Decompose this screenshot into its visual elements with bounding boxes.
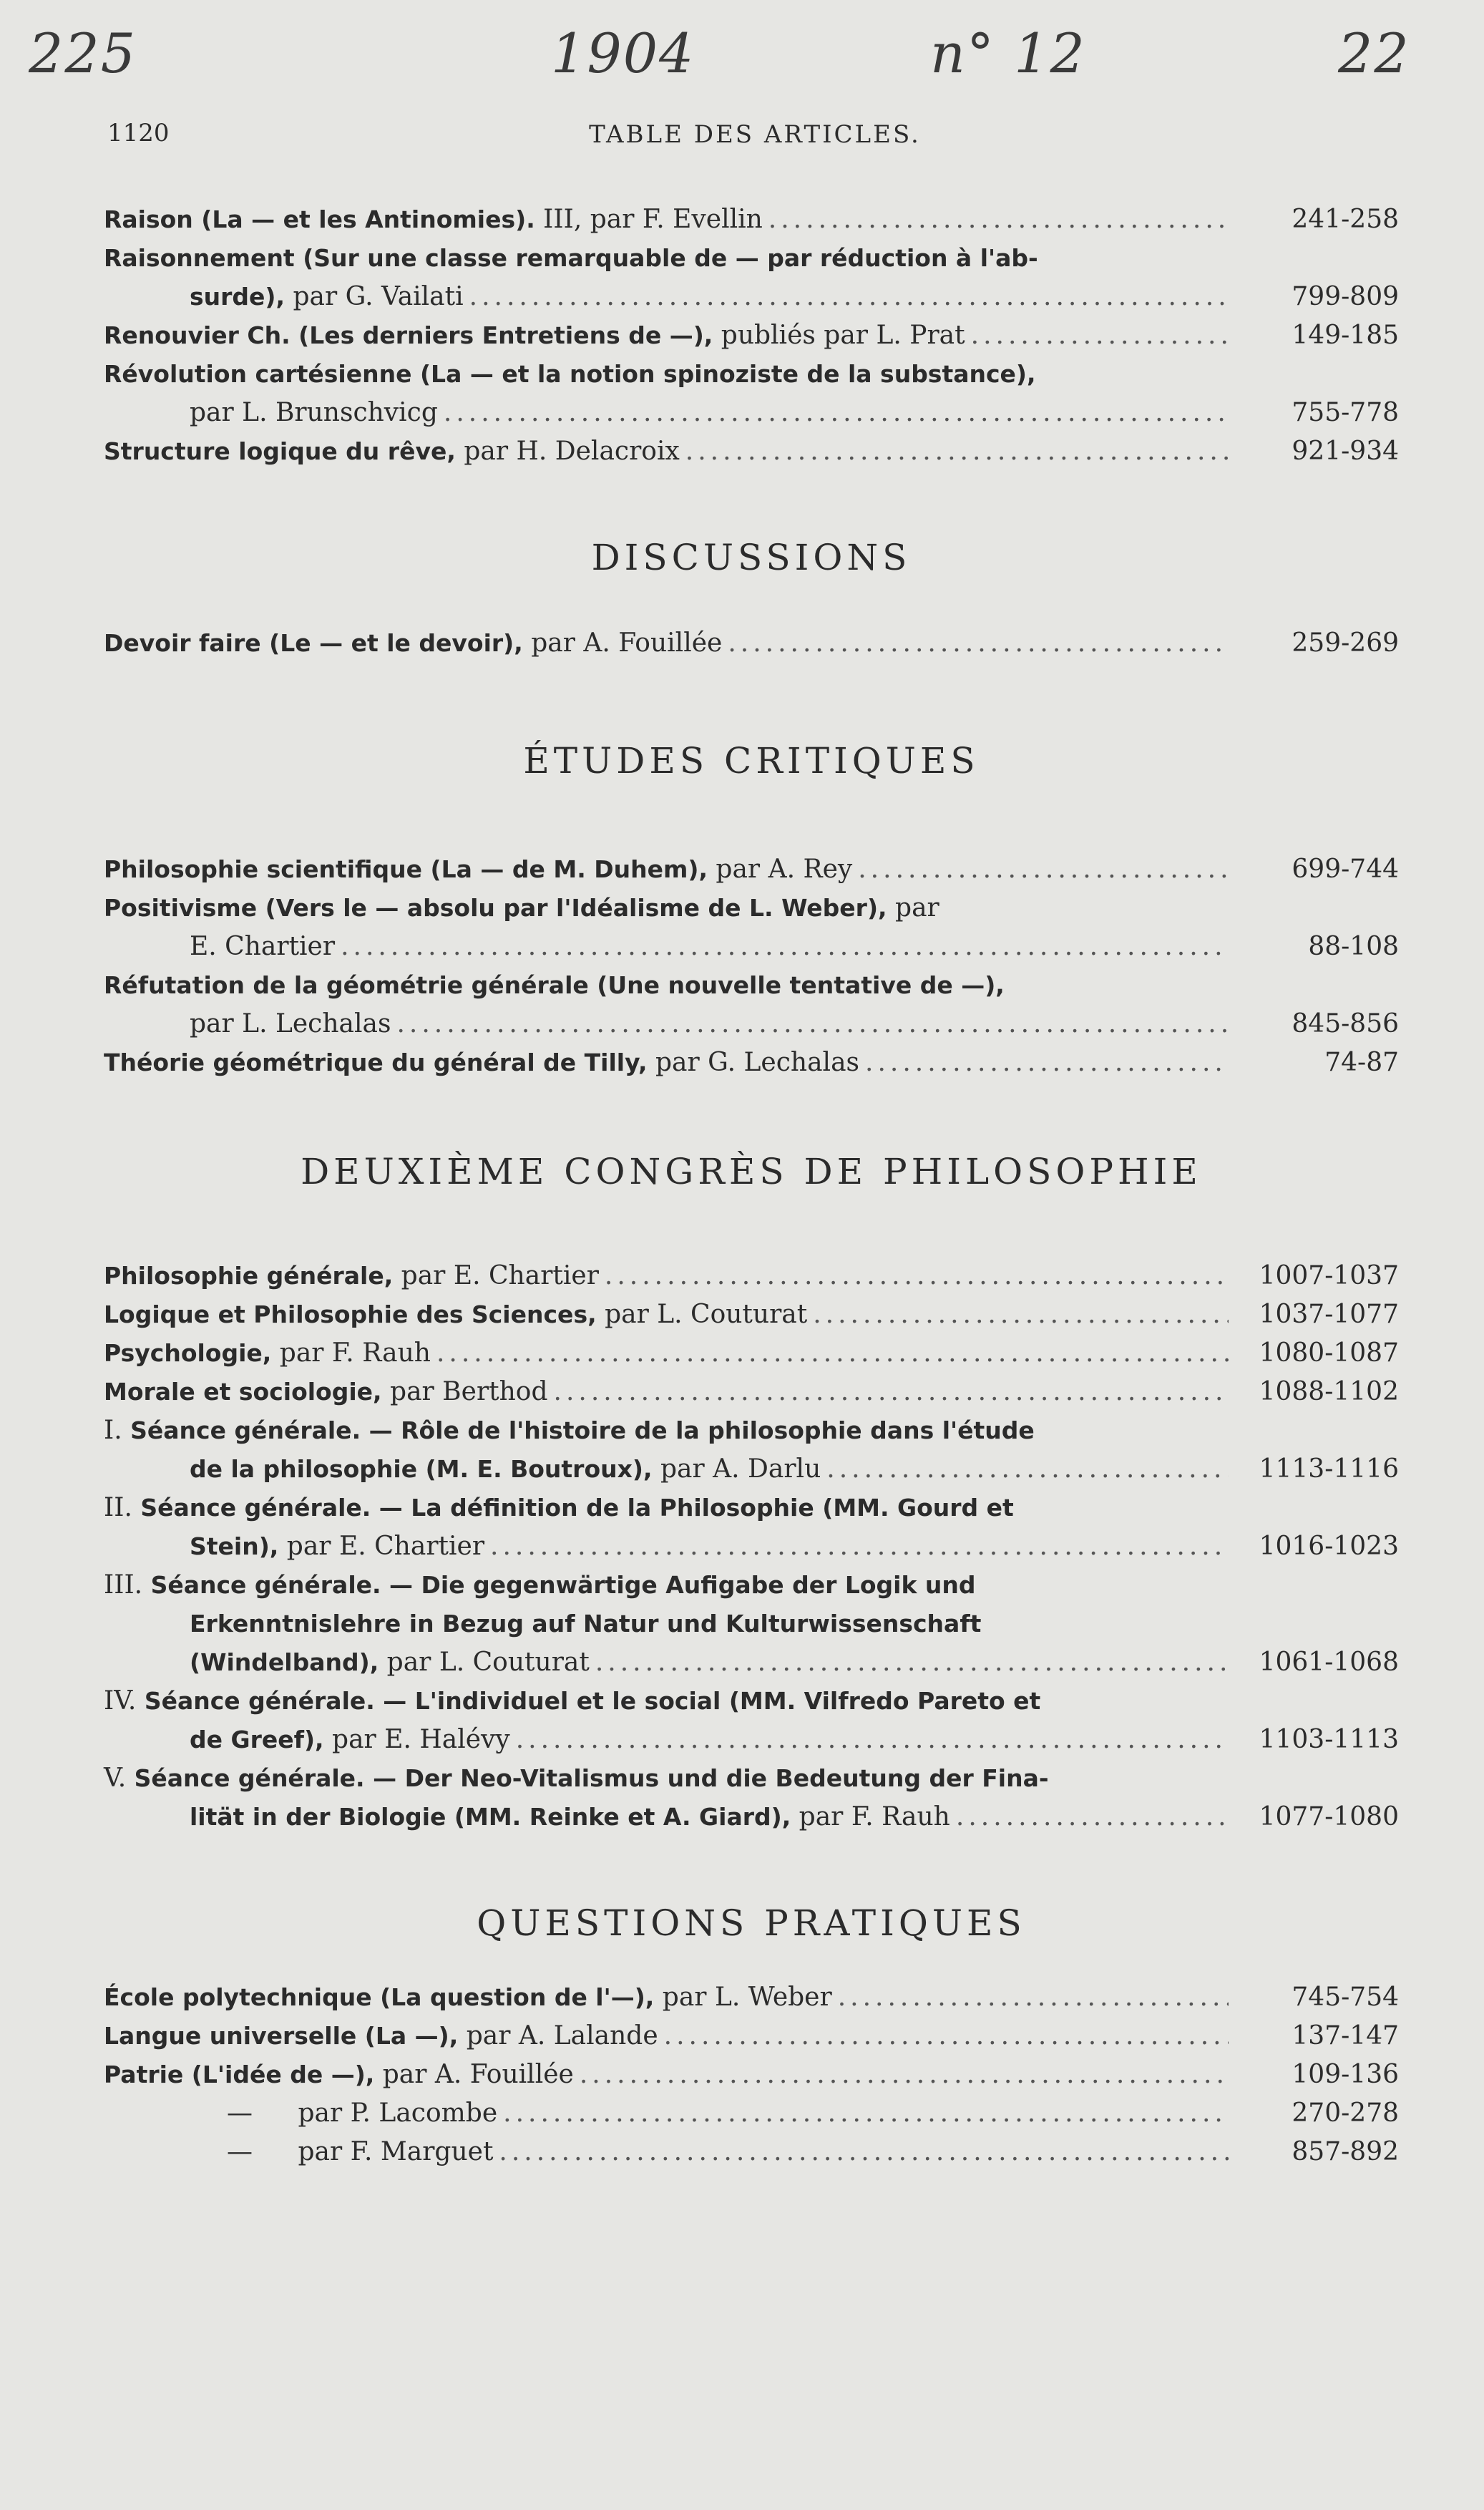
page-range: 1037-1077: [1259, 1300, 1399, 1329]
page-range: 1061-1068: [1259, 1648, 1399, 1677]
page-range: 1103-1113: [1259, 1725, 1399, 1754]
entry-seance-2: II. Séance générale. — La définition de la Philosophie (MM. Gourd et Stein), par E. Chartier ..... 1016-1023: [104, 1489, 1399, 1566]
table-of-articles: [104, 200, 1399, 2171]
section-heading-congres: DEUXIÈME CONGRÈS DE PHILOSOPHIE: [301, 1151, 1202, 1192]
entry-seance-5: V. Séance générale. — Der Neo-Vitalismus und die Bedeutung der Fina- lität in der Biologie (MM. Reinke et A. Giard), par F. Rauh ..... 1077-1080: [104, 1759, 1399, 1837]
entry-raison: Raison (La — et les Antinomies). III, par F. Evellin ..... 241-258: [104, 200, 1399, 239]
page-range: 149-185: [1292, 321, 1399, 350]
section-heading-discussions: DISCUSSIONS: [591, 537, 912, 578]
entry-ecole: École polytechnique (La question de l'—), par L. Weber ..... 745-754: [104, 1978, 1399, 2017]
page-range: 109-136: [1292, 2060, 1399, 2089]
page-range: 74-87: [1324, 1048, 1399, 1077]
handwritten-number-left: 225: [29, 21, 137, 85]
entry-raisonnement: Raisonnement (Sur une classe remarquable de — par réduction à l'ab- surde), par G. Vailati ..... 799-809: [104, 239, 1399, 316]
page-range: 137-147: [1292, 2021, 1399, 2051]
running-header: [107, 119, 1402, 155]
entry-logique: Logique et Philosophie des Sciences, par L. Couturat ..... 1037-1077: [104, 1295, 1399, 1334]
entry-seance-3: III. Séance générale. — Die gegenwärtige Aufigabe der Logik und Erkenntnislehre in Bezug auf Natur und Kulturwissenschaft (Windelband), par L. Couturat ..... 1061-1068: [104, 1566, 1399, 1682]
entry-refutation: Réfutation de la géométrie générale (Une nouvelle tentative de —), par L. Lechalas ..... 845-856: [104, 966, 1399, 1044]
page-number: 1120: [107, 119, 170, 147]
entry-renouvier: Renouvier Ch. (Les derniers Entretiens de —), publiés par L. Prat ..... 149-185: [104, 316, 1399, 355]
entry-psychologie: Psychologie, par F. Rauh ..... 1080-1087: [104, 1334, 1399, 1373]
entry-philosophie-scientifique: Philosophie scientifique (La — de M. Duhem), par A. Rey ..... 699-744: [104, 850, 1399, 889]
page-range: 845-856: [1292, 1009, 1399, 1038]
running-title: TABLE DES ARTICLES.: [589, 120, 921, 149]
page-range: 1007-1037: [1259, 1261, 1399, 1290]
entry-seance-4: IV. Séance générale. — L'individuel et le social (MM. Vilfredo Pareto et de Greef), par E. Halévy ..... 1103-1113: [104, 1682, 1399, 1759]
entry-devoir: Devoir faire (Le — et le devoir), par A. Fouillée ..... 259-269: [104, 624, 1399, 663]
entry-revolution: Révolution cartésienne (La — et la notion spinoziste de la substance), par L. Brunschvicg ..... 755-778: [104, 355, 1399, 432]
section-heading-questions: QUESTIONS PRATIQUES: [477, 1902, 1026, 1944]
entry-structure: Structure logique du rêve, par H. Delacroix ..... 921-934: [104, 432, 1399, 471]
entry-langue: Langue universelle (La —), par A. Lalande ..... 137-147: [104, 2017, 1399, 2056]
entry-morale: Morale et sociologie, par Berthod ..... 1088-1102: [104, 1373, 1399, 1411]
page-range: 799-809: [1292, 282, 1399, 311]
page-range: 755-778: [1292, 398, 1399, 427]
page-range: 1088-1102: [1259, 1377, 1399, 1406]
page-range: 88-108: [1308, 932, 1399, 961]
page-range: 745-754: [1292, 1983, 1399, 2012]
page-range: 1113-1116: [1259, 1454, 1399, 1484]
page-range: 1016-1023: [1259, 1532, 1399, 1561]
entry-positivisme: Positivisme (Vers le — absolu par l'Idéalisme de L. Weber), par E. Chartier ..... 88-108: [104, 889, 1399, 966]
page-range: 921-934: [1292, 437, 1399, 466]
page-range: 699-744: [1292, 855, 1399, 884]
page-range: 270-278: [1292, 2098, 1399, 2128]
page-range: 1077-1080: [1259, 1802, 1399, 1832]
entry-philosophie-generale: Philosophie générale, par E. Chartier ..... 1007-1037: [104, 1257, 1399, 1295]
handwritten-issue: n° 12: [930, 21, 1086, 85]
entry-theorie: Théorie géométrique du général de Tilly, par G. Lechalas ..... 74-87: [104, 1044, 1399, 1082]
page-range: 857-892: [1292, 2137, 1399, 2166]
entry-patrie: Patrie (L'idée de —), par A. Fouillée ..... 109-136 — par P. Lacombe ..... 270-278 — par F. Marguet ..... 857-892: [104, 2056, 1399, 2171]
handwritten-number-right: 22: [1338, 21, 1410, 85]
page-range: 241-258: [1292, 205, 1399, 234]
section-heading-etudes: ÉTUDES CRITIQUES: [523, 740, 980, 782]
entry-seance-1: I. Séance générale. — Rôle de l'histoire de la philosophie dans l'étude de la philosophie (M. E. Boutroux), par A. Darlu ..... 1113-1116: [104, 1411, 1399, 1489]
page-range: 1080-1087: [1259, 1338, 1399, 1368]
handwritten-year: 1904: [551, 21, 695, 85]
page-range: 259-269: [1292, 628, 1399, 658]
